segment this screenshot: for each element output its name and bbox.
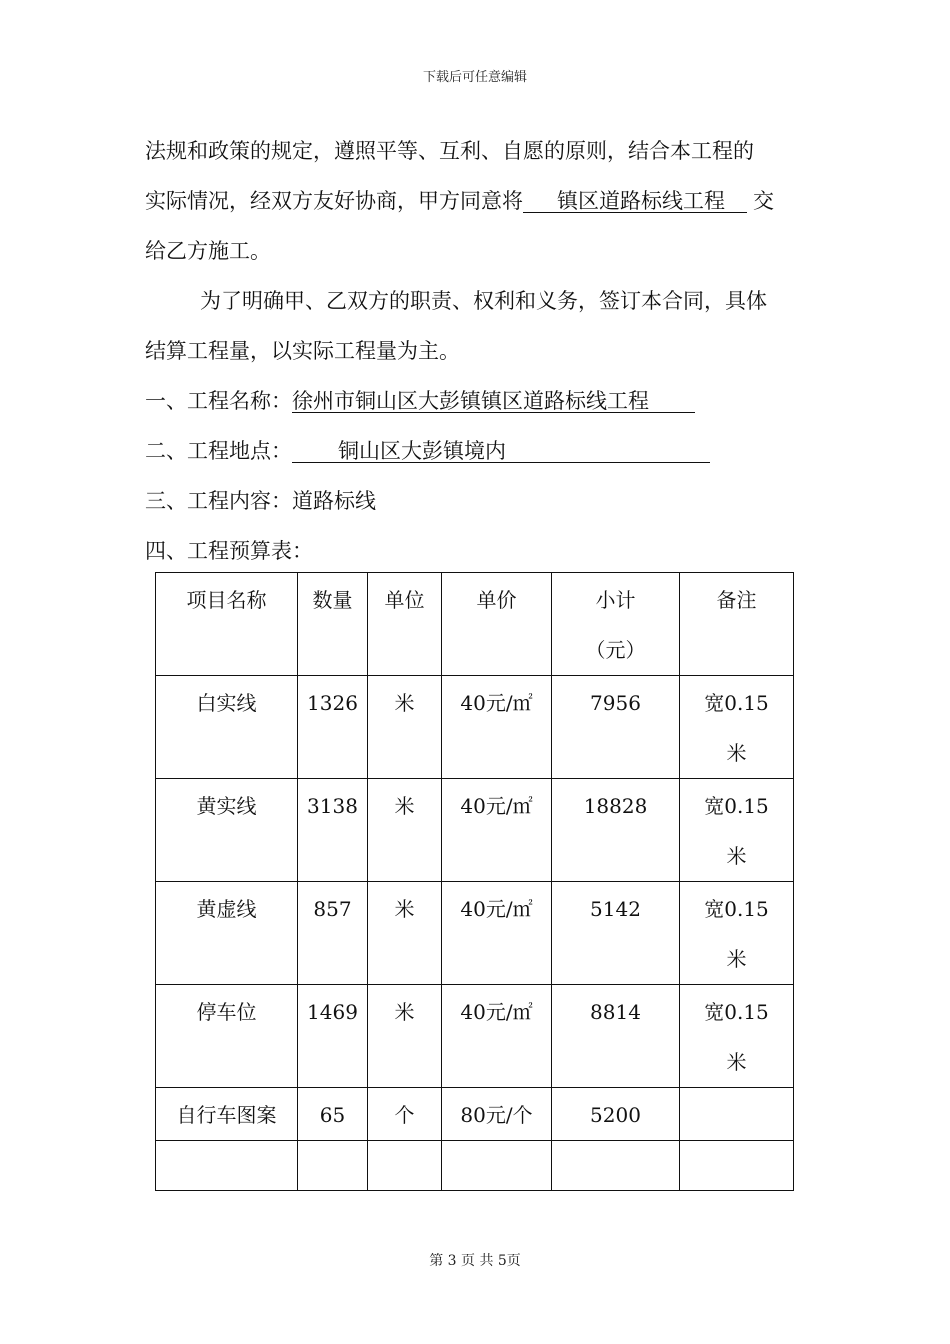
cell-remark-line2: 米: [726, 844, 747, 868]
header-note: 下载后可任意编辑: [422, 70, 527, 85]
cell-remark: [680, 882, 794, 985]
cell-empty: [680, 1141, 794, 1191]
header-subtotal-line2: （元）: [585, 638, 646, 662]
cell-name: 自行车图案: [156, 1088, 298, 1141]
cell-empty: [156, 1141, 298, 1191]
paragraph-line: 结算工程量，以实际工程量为主。: [145, 339, 460, 363]
cell-remark: [680, 985, 794, 1088]
header-subtotal: [552, 573, 680, 676]
cell-price: 80元/个: [442, 1088, 552, 1141]
paragraph-text: 实际情况，经双方友好协商，甲方同意将: [145, 189, 523, 213]
underlined-project: 镇区道路标线工程: [523, 190, 747, 213]
table-row: [156, 779, 794, 882]
cell-remark-line2: 米: [726, 947, 747, 971]
cell-empty: [442, 1141, 552, 1191]
cell-unit: 米: [368, 882, 442, 985]
project-location-line: [145, 436, 810, 466]
cell-remark: [680, 1088, 794, 1141]
project-name-line: [145, 386, 810, 416]
header-unit: 单位: [368, 573, 442, 676]
cell-empty: [298, 1141, 368, 1191]
cell-subtotal: 5142: [552, 882, 680, 985]
table-header-row: [156, 573, 794, 676]
cell-name: 停车位: [156, 985, 298, 1088]
cell-empty: [552, 1141, 680, 1191]
cell-subtotal: 7956: [552, 676, 680, 779]
project-location-value: 铜山区大彭镇境内: [292, 440, 710, 463]
table-row: [156, 676, 794, 779]
project-name-value: 徐州市铜山区大彭镇镇区道路标线工程: [292, 390, 695, 413]
cell-qty: 65: [298, 1088, 368, 1141]
paragraph-line: 给乙方施工。: [145, 239, 271, 263]
cell-subtotal: 18828: [552, 779, 680, 882]
cell-remark-line1: 宽0.15: [704, 794, 769, 818]
cell-remark-line1: 宽0.15: [704, 897, 769, 921]
cell-unit: 个: [368, 1088, 442, 1141]
cell-price: 40元/㎡: [442, 882, 552, 985]
cell-qty: 857: [298, 882, 368, 985]
budget-table: [155, 572, 794, 1191]
budget-label: 四、工程预算表：: [145, 539, 313, 563]
cell-name: 黄虚线: [156, 882, 298, 985]
paragraph-line: [145, 186, 810, 216]
cell-remark: [680, 676, 794, 779]
cell-subtotal: 8814: [552, 985, 680, 1088]
cell-remark-line1: 宽0.15: [704, 1000, 769, 1024]
cell-remark-line2: 米: [726, 741, 747, 765]
table-row: [156, 1088, 794, 1141]
project-content-line: [145, 486, 810, 516]
cell-price: 40元/㎡: [442, 779, 552, 882]
header-subtotal-line1: 小计: [595, 588, 636, 612]
table-row: [156, 882, 794, 985]
header-qty: 数量: [298, 573, 368, 676]
header-name: 项目名称: [156, 573, 298, 676]
table-row: [156, 985, 794, 1088]
cell-empty: [368, 1141, 442, 1191]
cell-remark-line2: 米: [726, 1050, 747, 1074]
cell-remark: [680, 779, 794, 882]
project-name-label: 一、工程名称：: [145, 389, 292, 413]
paragraph-text: 交: [753, 189, 774, 213]
page-number: 第 3 页 共 5页: [429, 1253, 521, 1269]
cell-qty: 3138: [298, 779, 368, 882]
paragraph-line: 为了明确甲、乙双方的职责、权利和义务，签订本合同，具体: [200, 289, 767, 313]
paragraph-line: 法规和政策的规定，遵照平等、互利、自愿的原则，结合本工程的: [145, 139, 754, 163]
header-price: 单价: [442, 573, 552, 676]
cell-unit: 米: [368, 779, 442, 882]
cell-unit: 米: [368, 985, 442, 1088]
table-row-empty: [156, 1141, 794, 1191]
project-content-label: 三、工程内容：: [145, 489, 292, 513]
cell-name: 白实线: [156, 676, 298, 779]
cell-remark-line1: 宽0.15: [704, 691, 769, 715]
cell-name: 黄实线: [156, 779, 298, 882]
cell-price: 40元/㎡: [442, 676, 552, 779]
project-location-label: 二、工程地点：: [145, 439, 292, 463]
cell-qty: 1469: [298, 985, 368, 1088]
cell-unit: 米: [368, 676, 442, 779]
cell-qty: 1326: [298, 676, 368, 779]
cell-subtotal: 5200: [552, 1088, 680, 1141]
project-content-value: 道路标线: [292, 489, 376, 513]
cell-price: 40元/㎡: [442, 985, 552, 1088]
header-remark: 备注: [680, 573, 794, 676]
